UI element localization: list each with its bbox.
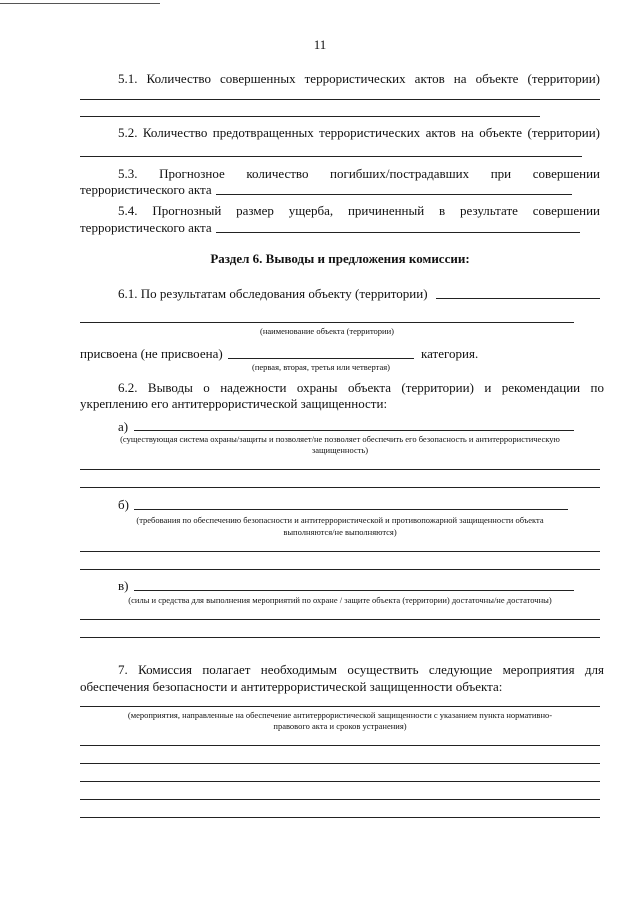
fill-line-6-1b — [80, 322, 574, 323]
fill-line-5-1b — [80, 116, 540, 117]
fill-line-5-4 — [216, 232, 580, 233]
item-a-label: а) — [118, 419, 129, 434]
caption-7-line2: правового акта и сроков устранения) — [273, 721, 407, 731]
item-c-label: в) — [118, 578, 129, 593]
paragraph-7-line2: обеспечения безопасности и антитеррористической защищенности объекта: — [80, 679, 503, 694]
caption-a-line2: защищенность) — [311, 445, 369, 455]
fill-line-b2 — [80, 551, 600, 552]
fill-line-7f — [80, 817, 600, 818]
fill-line-c — [134, 590, 574, 591]
fill-line-5-3 — [216, 194, 572, 195]
assigned-left-text: присвоена (не присвоена) — [80, 346, 223, 361]
fill-line-c3 — [80, 637, 600, 638]
fill-line-c2 — [80, 619, 600, 620]
fill-line-7c — [80, 763, 600, 764]
paragraph-5-2: 5.2. Количество предотвращенных террористических актов на объекте (территории) — [118, 125, 600, 140]
fill-line-7d — [80, 781, 600, 782]
fill-line-7b — [80, 745, 600, 746]
caption-b-line2: выполняются/не выполняются) — [283, 527, 397, 537]
fill-line-b3 — [80, 569, 600, 570]
assigned-right-text: категория. — [421, 346, 479, 361]
fill-line-b — [134, 509, 568, 510]
top-corner-rule — [0, 3, 160, 4]
caption-7-line1: (мероприятия, направленные на обеспечение антитеррористической защищенности с указанием пункта нормативно- — [127, 710, 553, 720]
caption-object-name: (наименование объекта (территории) — [260, 326, 394, 336]
fill-line-6-1a — [436, 298, 600, 299]
fill-line-7e — [80, 799, 600, 800]
paragraph-7-line1: 7. Комиссия полагает необходимым осуществить следующие мероприятия для — [118, 662, 604, 677]
paragraph-5-4-line1: 5.4. Прогнозный размер ущерба, причиненный в результате совершении — [118, 203, 600, 218]
paragraph-6-2-line1: 6.2. Выводы о надежности охраны объекта (территории) и рекомендации по — [118, 380, 604, 395]
fill-line-7a — [80, 706, 600, 707]
caption-c: (силы и средства для выполнения мероприятий по охране / защите объекта (территории) достаточны/не достаточны) — [128, 595, 552, 605]
fill-line-5-2 — [80, 156, 582, 157]
paragraph-5-4-line2: террористического акта — [80, 220, 212, 235]
fill-line-a3 — [80, 487, 600, 488]
page-number: 11 — [313, 37, 327, 52]
paragraph-5-3-line1: 5.3. Прогнозное количество погибших/пострадавших при совершении — [118, 166, 600, 181]
paragraph-6-1: 6.1. По результатам обследования объекту (территории) — [118, 286, 428, 301]
item-b-label: б) — [118, 497, 129, 512]
fill-line-a2 — [80, 469, 600, 470]
paragraph-6-2-line2: укреплению его антитеррористической защищенности: — [80, 396, 388, 411]
fill-line-a — [134, 430, 574, 431]
fill-line-category — [228, 358, 414, 359]
paragraph-5-1: 5.1. Количество совершенных террористических актов на объекте (территории) — [118, 71, 600, 86]
section-6-heading: Раздел 6. Выводы и предложения комиссии: — [210, 251, 470, 266]
fill-line-5-1a — [80, 99, 600, 100]
paragraph-5-3-line2: террористического акта — [80, 182, 212, 197]
caption-a-line1: (существующая система охраны/защиты и позволяет/не позволяет обеспечить его безопасность и антитеррористическую — [120, 434, 560, 444]
caption-b-line1: (требования по обеспечению безопасности и антитеррористической и противопожарной защищенности объекта — [136, 515, 544, 525]
caption-category: (первая, вторая, третья или четвертая) — [252, 362, 390, 372]
